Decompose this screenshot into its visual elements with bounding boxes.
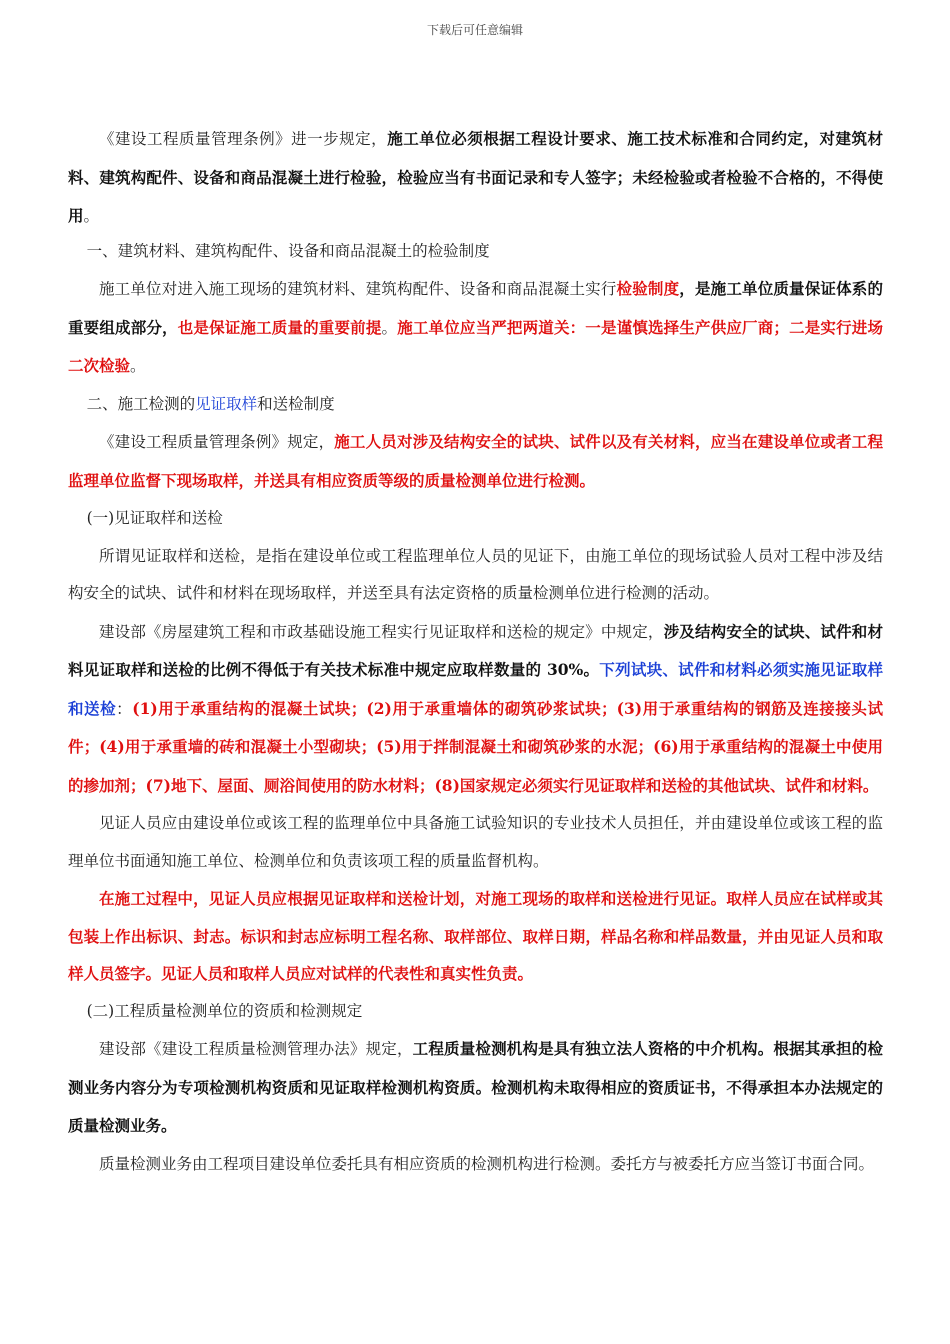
paragraph-9: 质量检测业务由工程项目建设单位委托具有相应资质的检测机构进行检测。委托方与被委托方应当签订书面合同。	[99, 1154, 875, 1173]
paragraph-5-blue: 下列试块、试件和材料必须实施见证取样和送检	[68, 660, 883, 718]
paragraph-8	[68, 1030, 883, 1146]
paragraph-2-red-1: 检验制度	[616, 279, 680, 298]
paragraph-5-bold: 涉及结构安全的试块、试件和材料见证取样和送检的比例不得低于有关技术标准中规定应取样数量的 30%。	[68, 621, 883, 679]
section-heading-2-start: 二、施工检测的	[86, 394, 196, 413]
page-header-note: 下载后可任意编辑	[426, 23, 523, 37]
paragraph-2-period: 。	[381, 318, 398, 337]
paragraph-7: 在施工过程中，见证人员应根据见证取样和送检计划，对施工现场的取样和送检进行见证。取样人员应在试样或其包装上作出标识、封志。标识和封志应标明工程名称、取样部位、取样日期，样品名称和样品数量，并由见证人员和取样人员签字。见证人员和取样人员应对试样的代表性和真实性负责。	[68, 889, 883, 983]
paragraph-4: 所谓见证取样和送检，是指在建设单位或工程监理单位人员的见证下，由施工单位的现场试验人员对工程中涉及结构安全的试块、试件和材料在现场取样，并送至具有法定资格的质量检测单位进行检测的活动。	[68, 546, 883, 602]
paragraph-6: 见证人员应由建设单位或该工程的监理单位中具备施工试验知识的专业技术人员担任，并由建设单位或该工程的监理单位书面通知施工单位、检测单位和负责该项工程的质量监督机构。	[68, 814, 883, 870]
paragraph-2-bold: ，是施工单位质量保证体系的重要组成部分，	[68, 279, 883, 337]
subsection-heading-1: (一)见证取样和送检	[86, 509, 223, 527]
paragraph-1-end: 。	[83, 207, 100, 225]
paragraph-8-plain: 建设部《建设工程质量检测管理办法》规定，	[99, 1040, 413, 1058]
paragraph-2-plain: 施工单位对进入施工现场的建筑材料、建筑构配件、设备和商品混凝土实行	[99, 280, 617, 298]
paragraph-5-plain: 建设部《房屋建筑工程和市政基础设施工程实行见证取样和送检的规定》中规定，	[99, 622, 664, 641]
paragraph-1-plain: 《建设工程质量管理条例》进一步规定，	[99, 130, 388, 148]
paragraph-1	[68, 120, 883, 236]
paragraph-3	[68, 423, 883, 500]
subsection-heading-2: (二)工程质量检测单位的资质和检测规定	[86, 1001, 363, 1020]
paragraph-2	[68, 270, 883, 386]
paragraph-3-red: 施工人员对涉及结构安全的试块、试件以及有关材料，应当在建设单位或者工程监理单位监督下现场取样，并送具有相应资质等级的质量检测单位进行检测。	[68, 432, 883, 490]
paragraph-3-plain: 《建设工程质量管理条例》规定，	[99, 433, 335, 451]
paragraph-5	[68, 613, 883, 806]
paragraph-2-red-2: 也是保证施工质量的重要前提	[177, 317, 382, 337]
paragraph-2-red-3: 施工单位应当严把两道关：一是谨慎选择生产供应厂商；二是实行进场二次检验	[68, 317, 883, 375]
paragraph-8-bold: 工程质量检测机构是具有独立法人资格的中介机构。根据其承担的检测业务内容分为专项检测机构资质和见证取样检测机构资质。检测机构未取得相应的资质证书，不得承担本办法规定的质量检测业务。	[68, 1039, 883, 1135]
paragraph-5-red-list: (1)用于承重结构的混凝土试块；(2)用于承重墙体的砌筑砂浆试块；(3)用于承重结构的钢筋及连接接头试件；(4)用于承重墙的砖和混凝土小型砌块；(5)用于拌制混凝土和砌筑砂浆的水泥；(6)用于承重结构的混凝土中使用的掺加剂；(7)地下、屋面、厕浴间使用的防水材料；(8)国家规定必须实行见证取样和送检的其他试块、试件和材料。	[68, 698, 883, 795]
section-heading-2-link: 见证取样	[195, 394, 258, 413]
document-body	[68, 120, 883, 1183]
section-heading-2	[68, 386, 883, 424]
paragraph-1-bold: 施工单位必须根据工程设计要求、施工技术标准和合同约定，对建筑材料、建筑构配件、设备和商品混凝土进行检验，检验应当有书面记录和专人签字；未经检验或者检验不合格的，不得使用	[68, 129, 883, 225]
paragraph-2-end: 。	[130, 357, 146, 375]
section-heading-2-end: 和送检制度	[257, 394, 335, 413]
paragraph-5-colon: ：	[116, 699, 133, 718]
section-heading-1: 一、建筑材料、建筑构配件、设备和商品混凝土的检验制度	[86, 241, 490, 260]
